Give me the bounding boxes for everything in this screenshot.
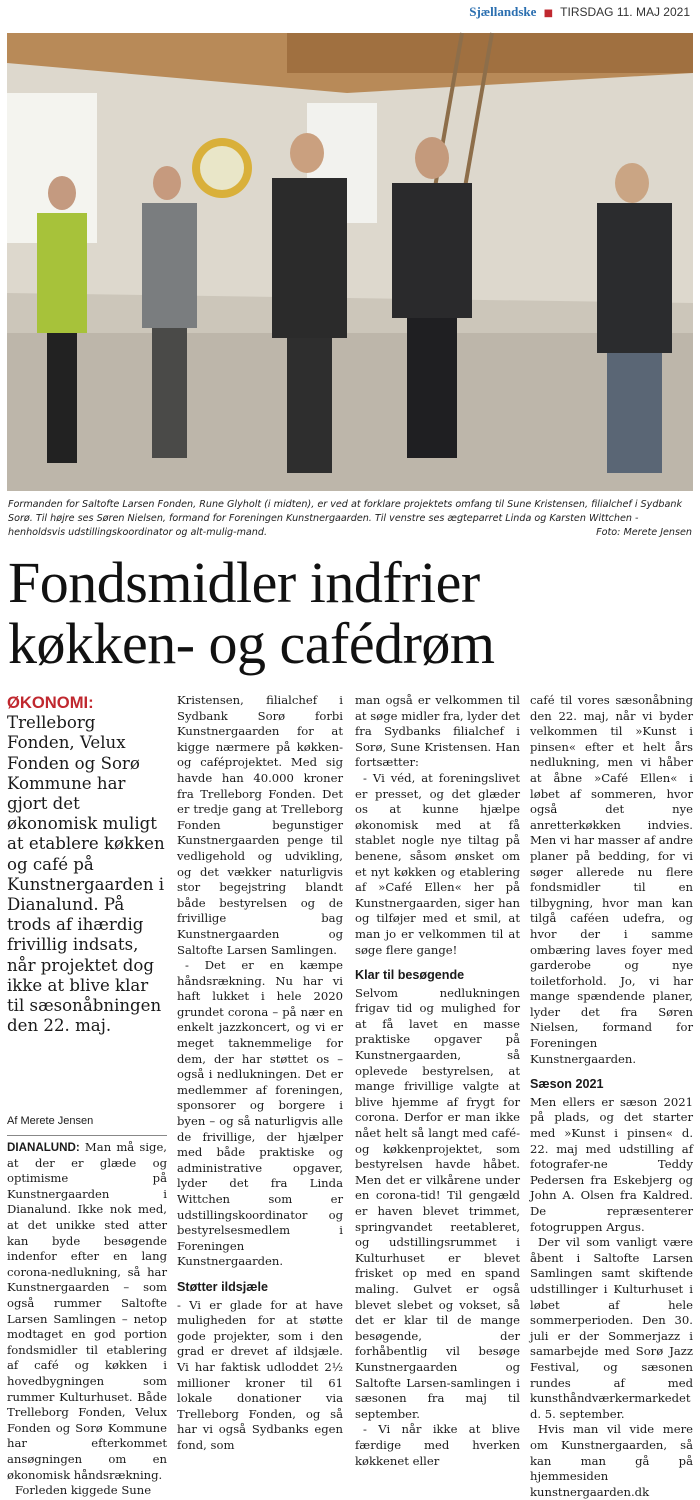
column-3 (355, 693, 520, 1469)
publication-name: Sjællandske (469, 4, 537, 19)
subheading-saeson: Sæson 2021 (530, 1077, 604, 1092)
column-1 (7, 693, 167, 1499)
body-text-6: Selvom nedlukningen frigav tid og mulighed for at få lavet en masse praktiske opgaver på Kunstnergaarden, så oplevede bestyrelsen, at mange frivillige valgte at blive hjemme af frygt for corona. Derfor er man ikke nået helt så langt med café- og køkkenprojektet, som bestyrelsen havde håbet. Men det er vilkårene under en corona-tid! Til gengæld er haven blevet trimmet, springvandet reetableret, og udstillingsrummet i Kulturhuset er blevet frisket op med en spand maling. Gulvet er også blevet slebet og vokset, så det er klar til de mange besøgende, der forhåbentlig vil besøge Kunstnergaarden og Saltofte Larsen-samlingen i sæsonen fra maj til september. (355, 985, 520, 1421)
masthead (469, 4, 690, 20)
body-text-4b: man også er velkommen til at søge midler fra, lyder det fra Sydbanks filialchef i Sorø, Sune Kristensen. Han fortsætter: (355, 693, 520, 770)
headline-line-1: Fondsmidler indfrier (8, 550, 480, 615)
body-paragraph (7, 1140, 167, 1483)
issue-date: TIRSDAG 11. MAJ 2021 (560, 5, 690, 19)
headline-line-2: køkken- og cafédrøm (8, 611, 495, 676)
body-text-7b: café til vores sæsonåbning den 22. maj, når vi byder velkommen til »Kunst i pinsen« efter et helt års nedlukning, men vi håber at åbne »Café Ellen« i løbet af sommeren, hvor også det nye anretterkøkken indvies. Men vi har masser af andre planer på bedding, for vi søger allerede nu flere fondsmidler til en tilbygning, hvor man kan tilgå caféen udefra, og hvor der i samme ombæring laves foyer med garderobe og nye toiletforhold. Jo, vi har mange spændende planer, lyder det fra Søren Nielsen, formand for Foreningen Kunstnergaarden. (530, 693, 693, 1066)
dateline: DIANALUND: (7, 1141, 80, 1155)
body-text-3: - Det er en kæmpe håndsrækning. Nu har vi haft lukket i hele 2020 grundet corona – på nær en enkelt jazzkoncert, og vi er meget taknemmelige for dem, der har støttet os – også i nedlukningen. Det er medlemmer af foreningen, sponsorer og borgere i byen – og så naturligvis alle de frivillige, der hjælper med både praktiske og administrative opgaver, lyder det fra Linda Wittchen som er udstillingskoordinator og bestyrelsesmedlem i Foreningen Kunstnergaarden. (177, 958, 343, 1269)
lead-text: Trelleborg Fonden, Velux Fonden og Sorø Kommune har gjort det økonomisk muligt at etablere køkken og café på Kunstnergaarden i Dianalund. På trods af ihærdig frivillig indsats, når projektet dog ikke at blive klar til sæsonåbningen den 22. maj. (7, 713, 165, 1036)
article-photo (7, 33, 693, 491)
body-text-7a: - Vi når ikke at blive færdige med hverken køkkenet eller (355, 1422, 520, 1468)
body-text-5: - Vi véd, at foreningslivet er presset, og det glæder os at kunne hjælpe økonomisk med at få stablet nogle nye tiltag på benene, såsom ønsket om et nyt køkken og etablering af »Café Ellen« her på Kunstnergaarden, siger han og tilføjer med et smil, at man jo er velkommen til at søge flere gange! (355, 770, 520, 957)
headline (8, 552, 698, 674)
lead-paragraph (7, 693, 167, 1036)
section-kicker: ØKONOMI: (7, 693, 94, 712)
body-text-2a: Forleden kiggede Sune (15, 1483, 152, 1498)
caption-text: Formanden for Saltofte Larsen Fonden, Rune Glyholt (i midten), er ved at forklare projektets omfang til Sune Kristensen, filialchef i Sydbank Sorø. Til højre ses Søren Nielsen, formand for Foreningen Kunstnergaarden. Til venstre ses ægteparret Linda og Karsten Wittchen - henholdsvis udstillingskoordinator og alt-mulig-mand. (8, 499, 683, 538)
body-text-1: Man må sige, at der er glæde og optimisme på Kunstnergaarden i Dianalund. Ikke nok med, at det unikke sted atter kan byde besøgende indenfor efter en lang corona-nedlukning, så har Kunstnergaarden – som også rummer Saltofte Larsen Samlingen – netop modtaget en god portion fondsmidler til etablering af café og køkken i hovedbygningen som rummer Kulturhuset. Både Trelleborg Fonden, Velux Fonden og Sorø Kommune har efterkommet ansøgningen om en økonomisk håndsrækning. (7, 1140, 167, 1482)
subheading-klar: Klar til besøgende (355, 968, 465, 983)
photo-caption (8, 498, 692, 540)
subheading-stotter: Støtter ildsjæle (177, 1279, 268, 1294)
body-text-4a: - Vi er glade for at have muligheden for at støtte gode projekter, som i den grad er drevet af ildsjæle. Vi har faktisk udloddet 2½ millioner kroner til 61 lokale donationer via Trelleborg Fonden, og så har vi også Sydbanks egen fond, som (177, 1297, 343, 1452)
body-text-2: Kristensen, filialchef i Sydbank Sorø forbi Kunstnergaarden for at kigge nærmere på køkken- og caféprojektet. Med sig havde han 40.000 kroner fra Trelleborg Fonden. Det er tredje gang at Trelleborg Fonden begunstiger Kunstnergaarden penge til vedligehold og udvikling, og det vækker naturligvis stor begejstring blandt både bestyrelsen og de frivillige bag Kunstnergaarden og Saltofte Larsen Samlingen. (177, 693, 343, 957)
photo-icon (7, 33, 693, 491)
column-4 (530, 693, 693, 1500)
body-text-8: Men ellers er sæson 2021 på plads, og det starter med »Kunst i pinsen« d. 22. maj med udstilling af fotografer-ne Teddy Pedersen fra Eskebjerg og John A. Olsen fra Kaldred. De repræsenterer fotogruppen Argus. (530, 1094, 693, 1234)
byline: Af Merete Jensen (7, 1114, 167, 1136)
body-text-10: Hvis man vil vide mere om Kunstnergaarden, så kan man gå på hjemmesiden kunstnergaarden.dk (530, 1422, 693, 1499)
body-text-9: Der vil som vanligt være åbent i Saltofte Larsen Samlingen samt skiftende udstillinger i Kulturhuset i løbet af hele sommerperioden. Den 30. juli er der Sommerjazz i samarbejde med Sorø Jazz Festival, og sæsonen rundes af med kunsthåndværkermarkedet d. 5. september. (530, 1235, 693, 1421)
column-2 (177, 693, 343, 1454)
photo-credit: Foto: Merete Jensen (596, 527, 692, 538)
separator-square-icon: ■ (543, 8, 554, 19)
